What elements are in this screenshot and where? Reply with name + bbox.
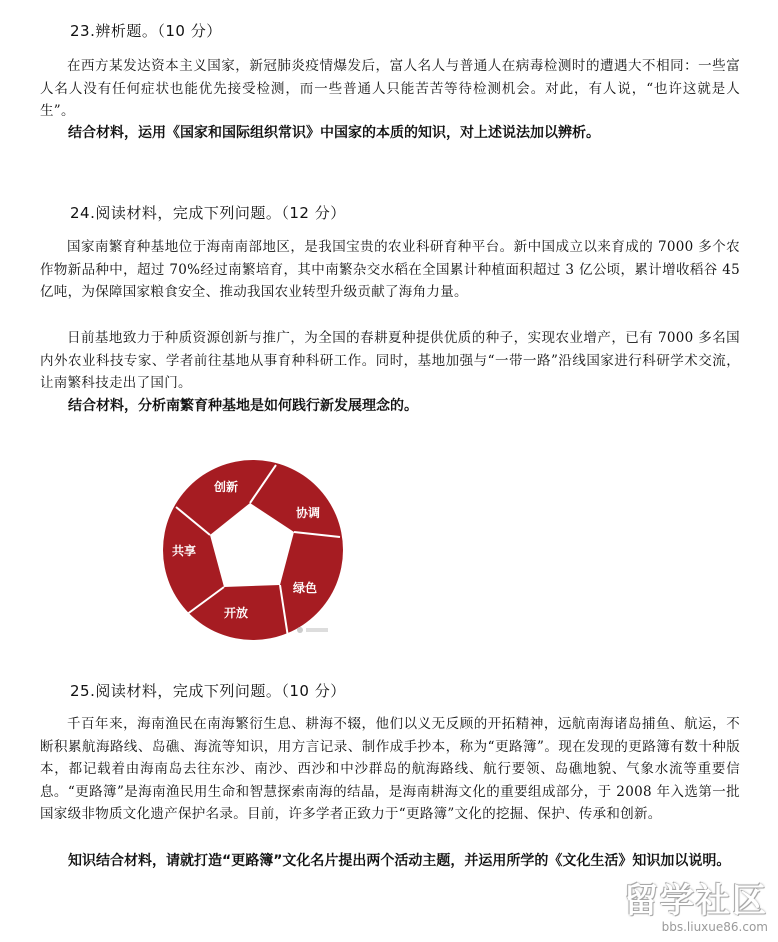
- q23-title: 23.辨析题。（10 分）: [70, 22, 222, 40]
- q24-title: 24.阅读材料，完成下列问题。（12 分）: [70, 204, 346, 222]
- diagram-label-innovation: 创新: [213, 480, 239, 494]
- q24-para2: 日前基地致力于种质资源创新与推广，为全国的春耕夏种提供优质的种子，实现农业增产，已有 7000 多名国内外农业科技专家、学者前往基地从事育种科研工作。同时，基地加强与“一带一路”沿线国家进行科研学术交流，让南繁科技走出了国门。: [40, 330, 740, 391]
- diagram-label-coordination: 协调: [295, 506, 321, 520]
- watermark-brand: 留学社区: [624, 881, 768, 921]
- q23-task: 结合材料，运用《国家和国际组织常识》中国家的本质的知识，对上述说法加以辨析。: [68, 125, 600, 141]
- diagram-label-openness: 开放: [223, 606, 249, 620]
- q25-title: 25.阅读材料，完成下列问题。（10 分）: [70, 682, 346, 700]
- q24-para1: 国家南繁育种基地位于海南南部地区，是我国宝贵的农业科研育种平台。新中国成立以来育成的 7000 多个农作物新品种中，超过 70%经过南繁培育，其中南繁杂交水稻在全国累计种植面积超过 3 亿公顷，累计增收稻谷 45 亿吨，为保障国家粮食安全、推动我国农业转型升级贡献了海角力量。: [40, 239, 740, 300]
- diagram-watermark-stamp: [297, 627, 328, 633]
- q24-task: 结合材料，分析南繁育种基地是如何践行新发展理念的。: [68, 398, 418, 414]
- diagram-label-green: 绿色: [292, 581, 318, 595]
- diagram-label-sharing: 共享: [171, 544, 197, 558]
- q23-material: 在西方某发达资本主义国家，新冠肺炎疫情爆发后，富人名人与普通人在病毒检测时的遭遇大不相同：一些富人名人没有任何症状也能优先接受检测，而一些普通人只能苦苦等待检测机会。对此，有人说，“也许这就是人生”。: [40, 58, 740, 119]
- new-development-concepts-diagram: [158, 455, 358, 645]
- watermark-url: bbs.liuxue86.com: [661, 920, 768, 934]
- site-watermark: [624, 873, 768, 934]
- q25-task: 知识结合材料，请就打造“更路簿”文化名片提出两个活动主题，并运用所学的《文化生活》知识加以说明。: [68, 853, 731, 869]
- q25-para1: 千百年来，海南渔民在南海繁衍生息、耕海不辍，他们以义无反顾的开拓精神，远航南海诸岛捕鱼、航运，不断积累航海路线、岛礁、海流等知识，用方言记录、制作成手抄本，称为“更路簿”。现在发现的更路簿有数十种版本，都记载着由海南岛去往东沙、南沙、西沙和中沙群岛的航海路线、航行要领、岛礁地貌、气象水流等重要信息。“更路簿”是海南渔民用生命和智慧探索南海的结晶，是海南耕海文化的重要组成部分，于 2008 年入选第一批国家级非物质文化遗产保护名录。目前，许多学者正致力于“更路簿”文化的挖掘、保护、传承和创新。: [40, 716, 740, 822]
